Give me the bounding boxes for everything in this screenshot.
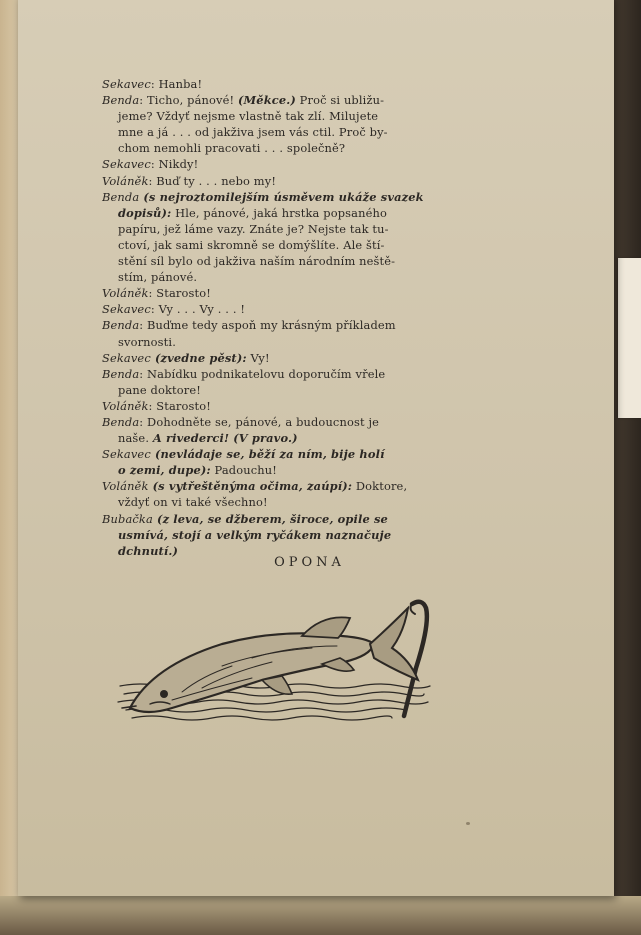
dialogue-text: : Buď ty . . . nebo my!	[148, 173, 277, 188]
dialogue-line	[102, 269, 454, 285]
dialogue-line	[102, 382, 454, 398]
dialogue-text: : Starosto!	[148, 398, 211, 413]
stage-direction: usmívá, stojí a velkým ryčákem naznačuje	[118, 527, 392, 542]
dialogue-line	[102, 205, 454, 221]
dialogue-text: Doktore,	[352, 479, 408, 494]
speaker-name: Sekavec	[102, 350, 151, 365]
fish-hook-vignette-icon	[112, 596, 442, 728]
dialogue-text: : Starosto!	[148, 286, 211, 301]
dialogue-line	[102, 221, 454, 237]
speaker-name: Benda	[102, 414, 140, 429]
stage-direction: A rivederci! (V pravo.)	[152, 431, 298, 446]
dialogue-text: : Nabídku podnikatelovu doporučím vřele	[139, 366, 386, 381]
speaker-name: Voláněk	[102, 479, 149, 494]
dialogue-text: svornosti.	[118, 334, 176, 349]
curtain-heading	[0, 555, 641, 570]
page-bottom-edge	[0, 896, 641, 935]
dialogue-line	[102, 301, 454, 317]
play-dialogue	[102, 76, 454, 559]
stage-direction: (z leva, se džberem, široce, opile se	[152, 511, 388, 526]
dialogue-line	[102, 414, 454, 430]
stage-direction: dchnutí.)	[118, 543, 179, 558]
stage-direction: (s vytřeštěnýma očima, zaúpí):	[148, 479, 353, 494]
speaker-name: Sekavec	[102, 302, 151, 317]
dialogue-text: jeme? Vždyť nejsme vlastně tak zlí. Milujete	[118, 109, 379, 124]
dialogue-line	[102, 494, 454, 510]
dialogue-text: : Hanba!	[150, 77, 203, 91]
curtain-label: OPONA	[274, 555, 345, 570]
speaker-name: Voláněk	[102, 173, 149, 188]
speaker-name: Benda	[102, 189, 140, 204]
dialogue-line	[102, 156, 454, 172]
dialogue-text: naše.	[118, 431, 153, 446]
dialogue-text: : Dohodněte se, pánové, a budoucnost je	[139, 414, 380, 429]
dialogue-text: chom nemohli pracovati . . . společně?	[118, 141, 346, 156]
dialogue-line	[102, 92, 454, 108]
dialogue-text: Vy!	[246, 350, 270, 365]
stage-direction: dopisů):	[118, 205, 172, 220]
dialogue-line	[102, 511, 454, 527]
speaker-name: Sekavec	[102, 447, 151, 462]
dialogue-text: : Nikdy!	[150, 157, 199, 172]
dialogue-line	[102, 446, 454, 462]
speaker-name: Voláněk	[102, 398, 149, 413]
dialogue-line	[102, 76, 454, 92]
stage-direction: (s nejroztomilejším úsměvem ukáže svazek	[139, 189, 424, 204]
dialogue-text: pane doktore!	[118, 382, 201, 397]
dialogue-line	[102, 253, 454, 269]
dialogue-line	[102, 173, 454, 189]
dialogue-text: : Vy . . . Vy . . . !	[150, 302, 246, 317]
paper-speck	[466, 822, 470, 825]
stage-direction: (zvedne pěst):	[150, 350, 247, 365]
stage-direction: o zemi, dupe):	[118, 463, 211, 478]
dialogue-line	[102, 334, 454, 350]
dialogue-line	[102, 527, 454, 543]
dialogue-text: : Buďme tedy aspoň my krásným příkladem	[139, 318, 396, 333]
dialogue-text: : Ticho, pánové!	[139, 93, 238, 108]
stage-direction: (Měkce.)	[238, 93, 296, 108]
dialogue-text: Proč si ubližu-	[295, 93, 385, 108]
dialogue-line	[102, 317, 454, 333]
dialogue-line	[102, 285, 454, 301]
dialogue-text: Padouchu!	[210, 463, 277, 478]
dialogue-text: stění síl bylo od jakživa naším národním neště-	[118, 254, 396, 269]
speaker-name: Voláněk	[102, 286, 149, 301]
dialogue-line	[102, 366, 454, 382]
dialogue-text: mne a já . . . od jakživa jsem vás ctil. Proč by-	[118, 125, 388, 140]
dialogue-line	[102, 124, 454, 140]
dialogue-text: Hle, pánové, jaká hrstka popsaného	[171, 205, 387, 220]
speaker-name: Benda	[102, 318, 140, 333]
dialogue-line	[102, 108, 454, 124]
dialogue-line	[102, 398, 454, 414]
dialogue-text: papíru, jež láme vazy. Znáte je? Nejste tak tu-	[118, 221, 389, 236]
stage-direction: (nevládaje se, běží za ním, bije holí	[150, 447, 385, 462]
dialogue-line	[102, 140, 454, 156]
paper-bookmark	[618, 258, 641, 418]
dialogue-line	[102, 462, 454, 478]
dialogue-line	[102, 478, 454, 494]
dialogue-line	[102, 237, 454, 253]
speaker-name: Benda	[102, 366, 140, 381]
dialogue-line	[102, 189, 454, 205]
speaker-name: Bubačka	[102, 511, 153, 526]
speaker-name: Benda	[102, 93, 140, 108]
dialogue-line	[102, 430, 454, 446]
dialogue-text: vždyť on vi také všechno!	[118, 495, 268, 510]
dialogue-text: ctoví, jak sami skromně se domýšlíte. Ale ští-	[118, 237, 385, 252]
speaker-name: Sekavec	[102, 77, 151, 91]
speaker-name: Sekavec	[102, 157, 151, 172]
dialogue-line	[102, 350, 454, 366]
dialogue-text: stím, pánové.	[118, 270, 198, 285]
